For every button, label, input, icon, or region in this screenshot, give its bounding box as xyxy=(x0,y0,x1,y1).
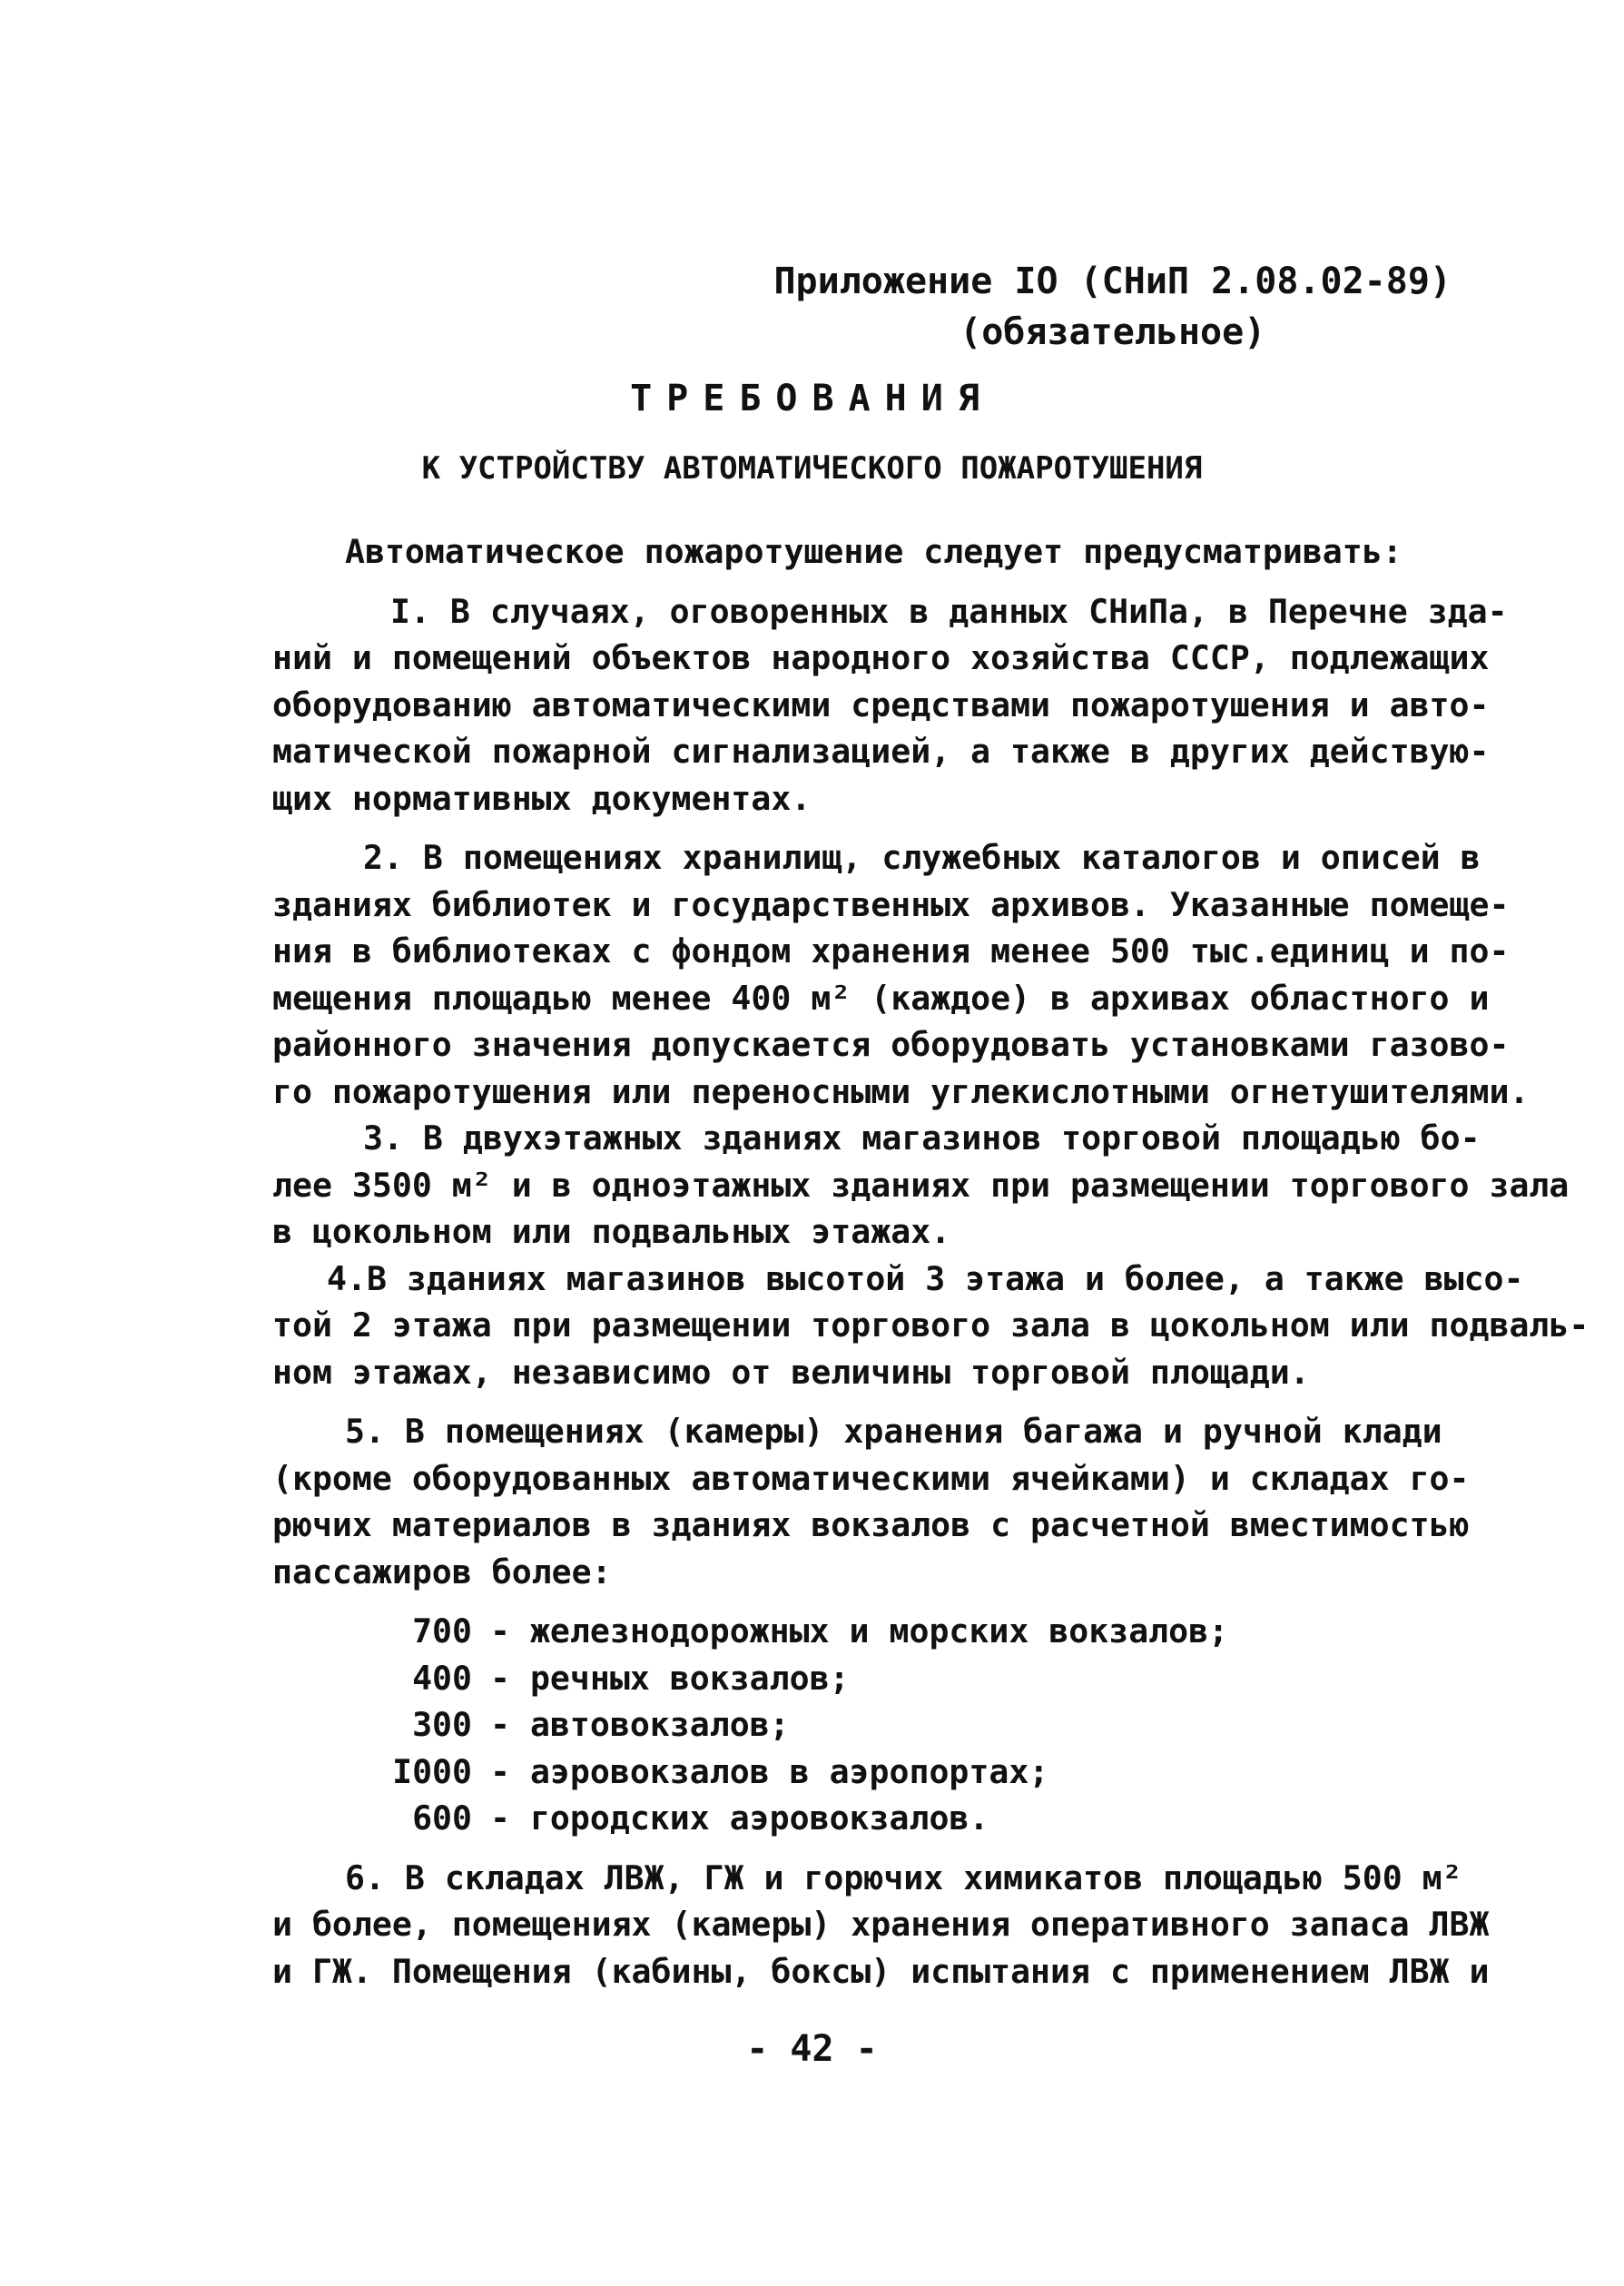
appendix-header xyxy=(773,256,1452,358)
text-line: мещения площадью менее 400 м² (каждое) в архивах областного и xyxy=(272,978,1490,1018)
list-item-number: 300 xyxy=(412,1705,472,1744)
text-line: и ГЖ. Помещения (кабины, боксы) испытания с применением ЛВЖ и xyxy=(272,1951,1490,1991)
paragraph-6 xyxy=(272,1855,1498,1995)
appendix-note: (обязательное) xyxy=(960,311,1266,353)
paragraph-5 xyxy=(272,1408,1498,1595)
text-line: (кроме оборудованных автоматическими ячейками) и складах го- xyxy=(272,1458,1470,1498)
capacity-list xyxy=(272,1608,1498,1842)
text-line: лее 3500 м² и в одноэтажных зданиях при размещении торгового зала xyxy=(272,1165,1570,1205)
intro-line: Автоматическое пожаротушение следует предусматривать: xyxy=(345,532,1403,571)
list-item-number: 700 xyxy=(412,1611,472,1650)
text-line: щих нормативных документах. xyxy=(272,778,812,818)
list-item-number: 600 xyxy=(412,1798,472,1838)
document-body xyxy=(272,528,1590,1995)
text-line: 4.В зданиях магазинов высотой 3 этажа и более, а также высо- xyxy=(327,1258,1524,1298)
text-line: матической пожарной сигнализацией, а также в других действую- xyxy=(272,732,1490,771)
text-line: ния в библиотеках с фондом хранения менее 500 тыс.единиц и по- xyxy=(272,931,1510,971)
list-item-text: - автовокзалов; xyxy=(490,1705,790,1744)
text-line: 2. В помещениях хранилищ, служебных каталогов и описей в xyxy=(363,838,1481,877)
document-subtitle: К УСТРОЙСТВУ АВТОМАТИЧЕСКОГО ПОЖАРОТУШЕНИЯ xyxy=(421,450,1203,487)
text-line: 6. В складах ЛВЖ, ГЖ и горючих химикатов площадью 500 м² xyxy=(345,1857,1462,1897)
text-line: и более, помещениях (камеры) хранения оперативного запаса ЛВЖ xyxy=(272,1905,1490,1944)
text-line: го пожаротушения или переносными углекислотными огнетушителями. xyxy=(272,1071,1530,1111)
list-item-text: - аэровокзалов в аэропортах; xyxy=(490,1751,1049,1791)
list-item-number: I000 xyxy=(392,1751,472,1791)
text-line: ний и помещений объектов народного хозяйства СССР, подлежащих xyxy=(272,638,1490,677)
list-item xyxy=(272,1795,1498,1842)
appendix-reference: Приложение IO (СНиП 2.08.02-89) xyxy=(773,261,1452,302)
text-line: зданиях библиотек и государственных архивов. Указанные помеще- xyxy=(272,884,1510,924)
list-item-text: - речных вокзалов; xyxy=(490,1658,850,1698)
text-line: рючих материалов в зданиях вокзалов с расчетной вместимостью xyxy=(272,1505,1470,1544)
paragraph-4 xyxy=(272,1256,1590,1396)
list-item xyxy=(272,1608,1498,1655)
page-number: - 42 - xyxy=(746,2028,878,2070)
paragraph-2 xyxy=(272,834,1530,1115)
list-item-text: - железнодорожных и морских вокзалов; xyxy=(490,1611,1229,1650)
text-line: 3. В двухэтажных зданиях магазинов торговой площадью бо- xyxy=(363,1118,1481,1158)
text-line: пассажиров более: xyxy=(272,1552,612,1591)
paragraph-1 xyxy=(272,588,1508,823)
text-line: в цокольном или подвальных этажах. xyxy=(272,1212,951,1251)
text-line: оборудованию автоматическими средствами пожаротушения и авто- xyxy=(272,685,1490,724)
list-item xyxy=(272,1701,1498,1749)
text-line: I. В случаях, оговоренных в данных СНиПа, в Перечне зда- xyxy=(390,591,1508,631)
text-line: районного значения допускается оборудовать установками газово- xyxy=(272,1025,1510,1064)
text-line: 5. В помещениях (камеры) хранения багажа и ручной клади xyxy=(345,1412,1442,1451)
document-title: ТРЕБОВАНИЯ xyxy=(630,378,994,419)
paragraph-3 xyxy=(272,1115,1570,1256)
text-line: ном этажах, независимо от величины торговой площади. xyxy=(272,1352,1310,1392)
list-item-number: 400 xyxy=(412,1658,472,1698)
text-line: той 2 этажа при размещении торгового зала в цокольном или подваль- xyxy=(272,1306,1590,1345)
list-item xyxy=(272,1655,1498,1702)
list-item xyxy=(272,1749,1498,1796)
list-item-text: - городских аэровокзалов. xyxy=(490,1798,989,1838)
